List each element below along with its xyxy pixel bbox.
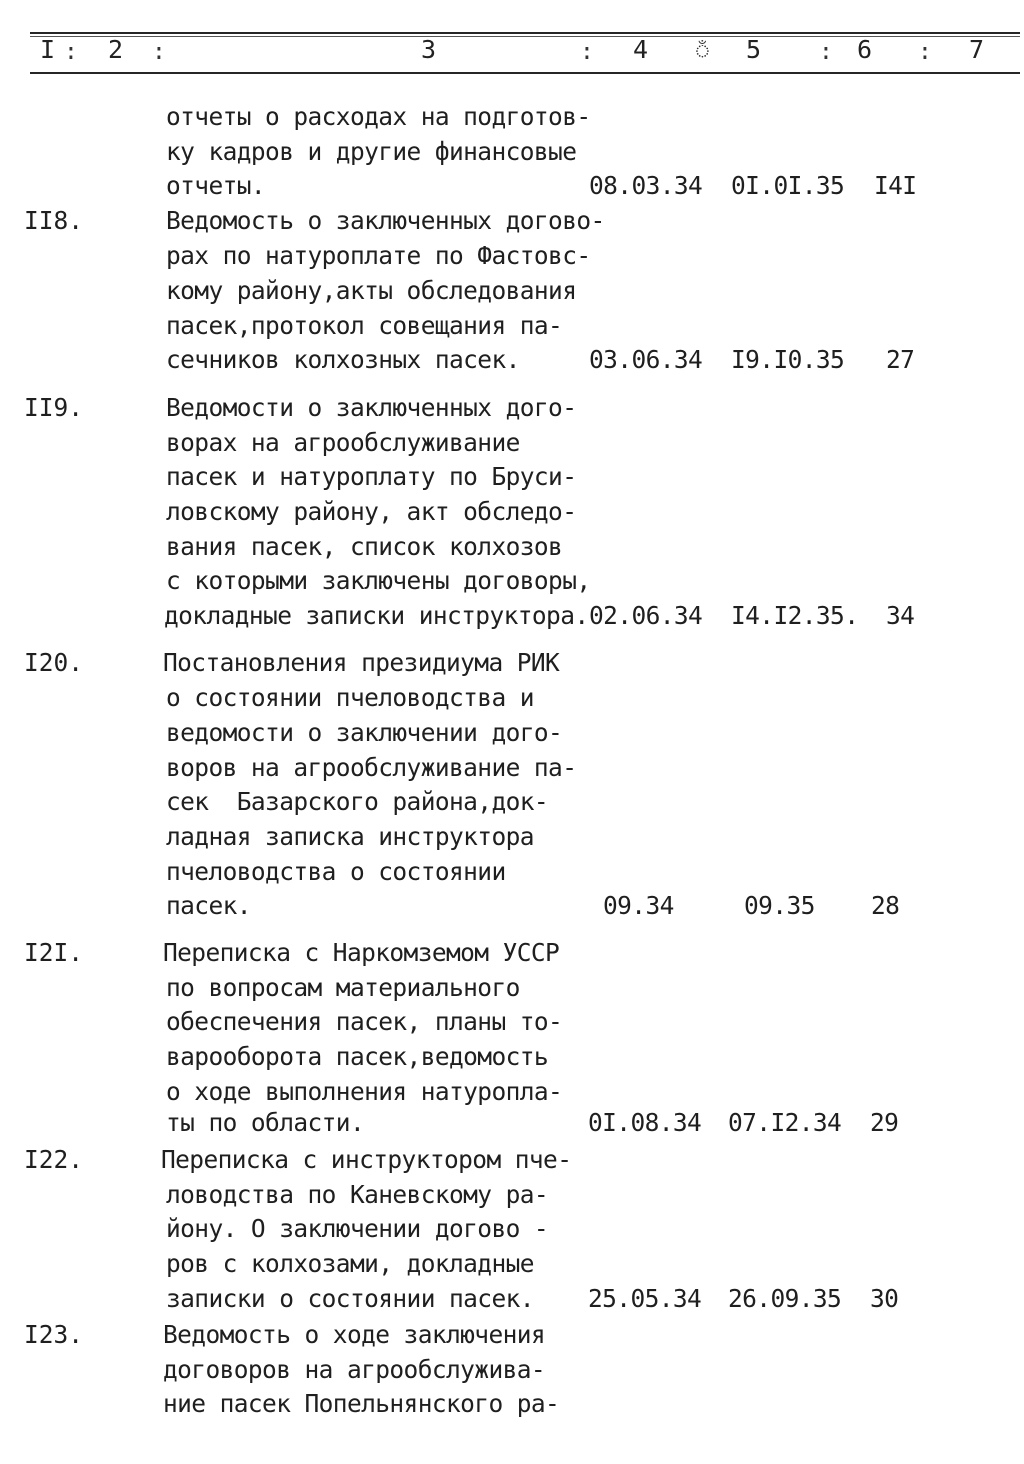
description-line: ние пасек Попельнянского ра- [163,1389,560,1418]
start-date: 0I.08.34 [588,1108,702,1137]
description-line: ров с колхозами, докладные [166,1249,534,1278]
header-separator: : [918,39,932,65]
header-col-3: 3 [421,35,437,64]
header-col-4: 4 [633,35,649,64]
header-separator: : [64,39,78,65]
header-col-1: I [40,35,56,64]
description-line: отчеты. [166,171,266,200]
description-line: Ведомости о заключенных дого- [166,393,577,422]
description-line: пасек,протокол совещания па- [166,311,563,340]
end-date: I4.I2.35. [731,601,859,630]
description-line: Ведомость о заключенных догово- [166,206,605,235]
description-line: ку кадров и другие финансовые [166,137,577,166]
header-col-7: 7 [969,35,985,64]
sheet-count: 34 [886,601,915,630]
description-line: ведомости о заключении дого- [166,718,563,747]
record-number: II8. [24,206,84,235]
end-date: 0I.0I.35 [731,171,845,200]
description-line: обеспечения пасек, планы то- [166,1007,563,1036]
record-number: I20. [24,648,84,677]
start-date: 25.05.34 [588,1284,702,1313]
description-line: о состоянии пчеловодства и [166,683,534,712]
header-separator-alt: ঁ [694,41,711,62]
description-line: отчеты о расходах на подготов- [166,102,591,131]
sheet-count: 30 [870,1284,899,1313]
description-line: ты по области. [166,1108,365,1137]
header-separator: : [152,39,166,65]
description-line: докладные записки инструктора. [164,601,589,630]
description-line: пасек и натуроплату по Бруси- [166,462,577,491]
header-col-6: 6 [857,35,873,64]
header-col-5: 5 [746,35,762,64]
header-col-2: 2 [108,35,124,64]
end-date: 09.35 [744,891,815,920]
sheet-count: 28 [871,891,900,920]
description-line: Ведомость о ходе заключения [163,1320,546,1349]
description-line: сек Базарского района,док- [166,787,549,816]
record-number: II9. [24,393,84,422]
header-separator: : [580,39,594,65]
record-number: I22. [24,1145,84,1174]
sheet-count: 27 [886,345,915,374]
description-line: йону. О заключении догово - [166,1214,549,1243]
description-line: вания пасек, список колхозов [166,532,563,561]
description-line: Переписка с Наркомземом УССР [163,938,560,967]
header-separator: : [819,39,833,65]
description-line: с которыми заключены договоры, [166,566,591,595]
description-line: Постановления президиума РИК [163,648,560,677]
start-date: 02.06.34 [589,601,703,630]
description-line: записки о состоянии пасек. [166,1284,534,1313]
description-line: пасек. [166,891,251,920]
description-line: сечников колхозных пасек. [166,345,520,374]
start-date: 03.06.34 [589,345,703,374]
description-line: ловодства по Каневскому ра- [166,1180,549,1209]
start-date: 08.03.34 [589,171,703,200]
header-top-rule [30,32,1020,34]
description-line: ловскому району, акт обследо- [166,497,577,526]
description-line: ладная записка инструктора [166,822,534,851]
description-line: Переписка с инструктором пче- [161,1145,572,1174]
end-date: 26.09.35 [728,1284,842,1313]
sheet-count: I4I [874,171,917,200]
end-date: 07.I2.34 [728,1108,842,1137]
header-bottom-rule [30,72,1020,74]
sheet-count: 29 [870,1108,899,1137]
description-line: договоров на агрообслужива- [163,1355,546,1384]
record-number: I23. [24,1320,84,1349]
description-line: пчеловодства о состоянии [166,857,506,886]
description-line: воров на агрообслуживание па- [166,753,577,782]
description-line: рах по натуроплате по Фастовс- [166,241,591,270]
description-line: варооборота пасек,ведомость [166,1042,549,1071]
start-date: 09.34 [603,891,674,920]
description-line: ворах на агрообслуживание [166,428,520,457]
end-date: I9.I0.35 [731,345,845,374]
description-line: о ходе выполнения натуропла- [166,1077,563,1106]
description-line: кому району,акты обследования [166,276,577,305]
record-number: I2I. [24,938,84,967]
description-line: по вопросам материального [166,973,520,1002]
